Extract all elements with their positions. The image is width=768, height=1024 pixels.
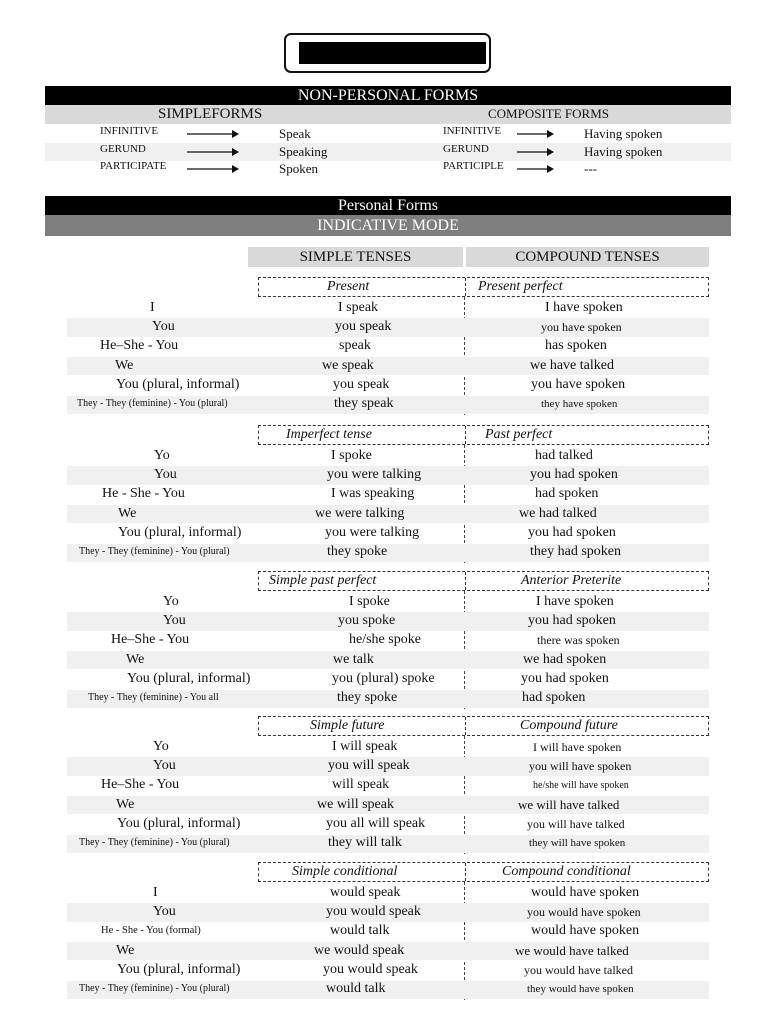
compound-tenses-header: COMPOUND TENSES <box>466 247 709 267</box>
simple-tense-cell: you spoke <box>338 612 396 628</box>
nonpersonal-title: NON-PERSONAL FORMS <box>45 86 731 105</box>
compound-tense-cell: they will have spoken <box>529 836 626 849</box>
title-box <box>284 33 491 73</box>
compound-tense-cell: you will have talked <box>527 816 625 831</box>
simple-tense-cell: we will speak <box>317 796 394 812</box>
pronoun-cell: They - They (feminine) - You (plural) <box>79 983 230 995</box>
compound-tense-cell: you would have spoken <box>527 905 641 920</box>
simple-tense-cell: would speak <box>330 884 401 900</box>
simple-tense-cell: we talk <box>333 651 374 667</box>
simple-tense-cell: we were talking <box>315 505 405 521</box>
compound-tense-cell: you had spoken <box>528 612 616 628</box>
infinitive-label: PARTICIPATE <box>100 160 167 172</box>
compound-tense-cell: you had spoken <box>528 524 616 540</box>
composite-form-label: INFINITIVE <box>443 125 502 137</box>
pronoun-cell: They - They (feminine) - You (plural) <box>79 837 230 849</box>
compound-tense-cell: they have spoken <box>541 397 618 410</box>
pronoun-cell: I <box>150 299 155 315</box>
pronoun-cell: You (plural, informal) <box>127 670 251 686</box>
infinitive-label: GERUND <box>100 143 146 155</box>
pronoun-cell: They - They (feminine) - You (plural) <box>77 398 228 410</box>
compound-tense-cell: you have spoken <box>541 320 622 335</box>
compound-tense-cell: we will have talked <box>518 797 620 813</box>
pronoun-cell: Yo <box>154 447 170 463</box>
pronoun-cell: You <box>153 903 176 919</box>
pronoun-cell: We <box>116 796 135 812</box>
simple-tense-cell: speak <box>339 338 371 354</box>
pronoun-cell: They - They (feminine) - You (plural) <box>79 546 230 558</box>
simple-tense-cell: you speak <box>335 318 392 334</box>
compound-tense-cell: we would have talked <box>515 943 629 959</box>
compound-tense-cell: they would have spoken <box>527 982 634 995</box>
simple-tense-cell: you speak <box>333 376 390 392</box>
simple-tense-cell: you all will speak <box>326 815 426 831</box>
simple-tense-cell: you would speak <box>326 903 421 919</box>
simple-tense-cell: they spoke <box>337 690 398 706</box>
compound-tense-title: Past perfect <box>485 427 553 442</box>
compound-tense-cell: you would have talked <box>524 962 633 977</box>
compound-tense-cell: had spoken <box>535 486 599 502</box>
compound-tense-cell: would have spoken <box>531 884 640 900</box>
pronoun-cell: You <box>154 466 177 482</box>
simple-tense-cell: would talk <box>326 981 386 997</box>
simple-form-value: Speak <box>279 126 311 141</box>
tense-section-header <box>258 277 709 297</box>
simple-tense-cell: we would speak <box>314 942 405 958</box>
pronoun-cell: You <box>153 757 176 773</box>
simple-tense-cell: they speak <box>334 396 394 412</box>
tense-section-header <box>258 571 709 591</box>
arrow-right-icon <box>187 164 239 174</box>
section-divider <box>465 278 466 296</box>
simple-tense-cell: I spoke <box>349 593 390 609</box>
simple-tense-cell: I spoke <box>331 447 372 463</box>
composite-form-label: PARTICIPLE <box>443 160 504 172</box>
compound-tense-cell: you had spoken <box>530 466 618 482</box>
pronoun-cell: You (plural, informal) <box>116 376 240 392</box>
pronoun-cell: I <box>153 884 158 900</box>
pronoun-cell: We <box>126 651 145 667</box>
compound-tense-cell: you will have spoken <box>529 759 632 774</box>
arrow-right-icon <box>187 147 239 157</box>
tense-section-header <box>258 425 709 445</box>
arrow-right-icon <box>517 129 554 139</box>
arrow-right-icon <box>187 129 239 139</box>
arrow-right-icon <box>517 147 554 157</box>
section-divider <box>465 863 466 881</box>
simple-tense-cell: we speak <box>322 357 374 373</box>
pronoun-cell: He–She - You <box>100 338 179 354</box>
pronoun-cell: We <box>116 942 135 958</box>
simple-tense-title: Simple future <box>310 718 385 733</box>
compound-tense-title: Compound future <box>520 718 618 733</box>
composite-form-label: GERUND <box>443 143 489 155</box>
compound-tense-cell: I have spoken <box>536 593 614 609</box>
pronoun-cell: He–She - You <box>101 777 180 793</box>
simple-form-value: Speaking <box>279 144 328 159</box>
section-divider <box>465 572 466 590</box>
compound-tense-cell: has spoken <box>545 338 607 354</box>
simple-tense-title: Simple conditional <box>292 864 398 879</box>
infinitive-label: INFINITIVE <box>100 125 159 137</box>
simple-tense-cell: I speak <box>338 299 379 315</box>
section-divider <box>465 426 466 444</box>
section-divider <box>465 717 466 735</box>
compound-tense-cell: had talked <box>535 447 593 463</box>
compound-tense-title: Anterior Preterite <box>521 573 622 588</box>
pronoun-cell: You <box>152 318 175 334</box>
simple-tense-cell: I will speak <box>332 738 398 754</box>
simple-tense-cell: you will speak <box>328 757 410 773</box>
compound-tense-cell: we have talked <box>530 357 614 373</box>
mode-title: INDICATIVE MODE <box>45 215 731 236</box>
pronoun-cell: Yo <box>163 593 179 609</box>
compound-tense-cell: I will have spoken <box>533 739 622 754</box>
compound-tense-cell: we had talked <box>519 505 597 521</box>
simple-tense-title: Simple past perfect <box>269 573 377 588</box>
simple-tense-cell: you (plural) spoke <box>332 670 435 686</box>
arrow-right-icon <box>517 164 554 174</box>
pronoun-cell: You (plural, informal) <box>117 961 241 977</box>
compound-tense-cell: they had spoken <box>530 544 621 560</box>
compound-tense-cell: there was spoken <box>537 633 620 648</box>
nonpersonal-subheader <box>45 105 731 124</box>
simple-tense-cell: I was speaking <box>331 486 415 502</box>
pronoun-cell: You <box>163 612 186 628</box>
pronoun-cell: They - They (feminine) - You all <box>88 692 219 704</box>
redacted-title <box>299 42 486 64</box>
pronoun-cell: We <box>118 505 137 521</box>
tense-section-header <box>258 862 709 882</box>
pronoun-cell: You (plural, informal) <box>117 815 241 831</box>
personal-title: Personal Forms <box>45 196 731 215</box>
simple-tense-cell: you were talking <box>325 524 420 540</box>
compound-tense-cell: I have spoken <box>545 299 623 315</box>
pronoun-cell: We <box>115 357 134 373</box>
composite-form-value: --- <box>584 161 597 176</box>
compound-tense-cell: you have spoken <box>531 376 626 392</box>
simple-tense-cell: you were talking <box>327 466 422 482</box>
compound-tense-cell: would have spoken <box>531 923 640 939</box>
tense-section-header <box>258 716 709 736</box>
composite-form-value: Having spoken <box>584 126 663 141</box>
row-shade <box>67 651 709 669</box>
simple-tense-cell: he/she spoke <box>349 632 421 648</box>
simple-tense-cell: they spoke <box>327 544 388 560</box>
simple-tense-cell: will speak <box>332 777 390 793</box>
pronoun-cell: Yo <box>153 738 169 754</box>
compound-tense-cell: he/she will have spoken <box>533 779 629 791</box>
simple-tense-title: Imperfect tense <box>286 427 372 442</box>
simple-form-value: Spoken <box>279 161 318 176</box>
simple-tense-cell: would talk <box>330 923 390 939</box>
compound-tense-cell: you had spoken <box>521 670 609 686</box>
composite-forms-label: COMPOSITE FORMS <box>488 106 610 121</box>
simple-tense-title: Present <box>327 279 370 294</box>
pronoun-cell: He–She - You <box>111 632 190 648</box>
compound-tense-title: Present perfect <box>478 279 563 294</box>
simple-tense-cell: they will talk <box>328 835 402 851</box>
composite-form-value: Having spoken <box>584 144 663 159</box>
simple-forms-label: SIMPLEFORMS <box>158 106 263 122</box>
compound-tense-title: Compound conditional <box>502 864 631 879</box>
simple-tense-cell: you would speak <box>323 961 418 977</box>
pronoun-cell: He - She - You (formal) <box>101 925 201 937</box>
compound-tense-cell: we had spoken <box>523 651 607 667</box>
pronoun-cell: You (plural, informal) <box>118 524 242 540</box>
compound-tense-cell: had spoken <box>522 690 586 706</box>
simple-tenses-header: SIMPLE TENSES <box>248 247 463 267</box>
pronoun-cell: He - She - You <box>102 486 185 502</box>
